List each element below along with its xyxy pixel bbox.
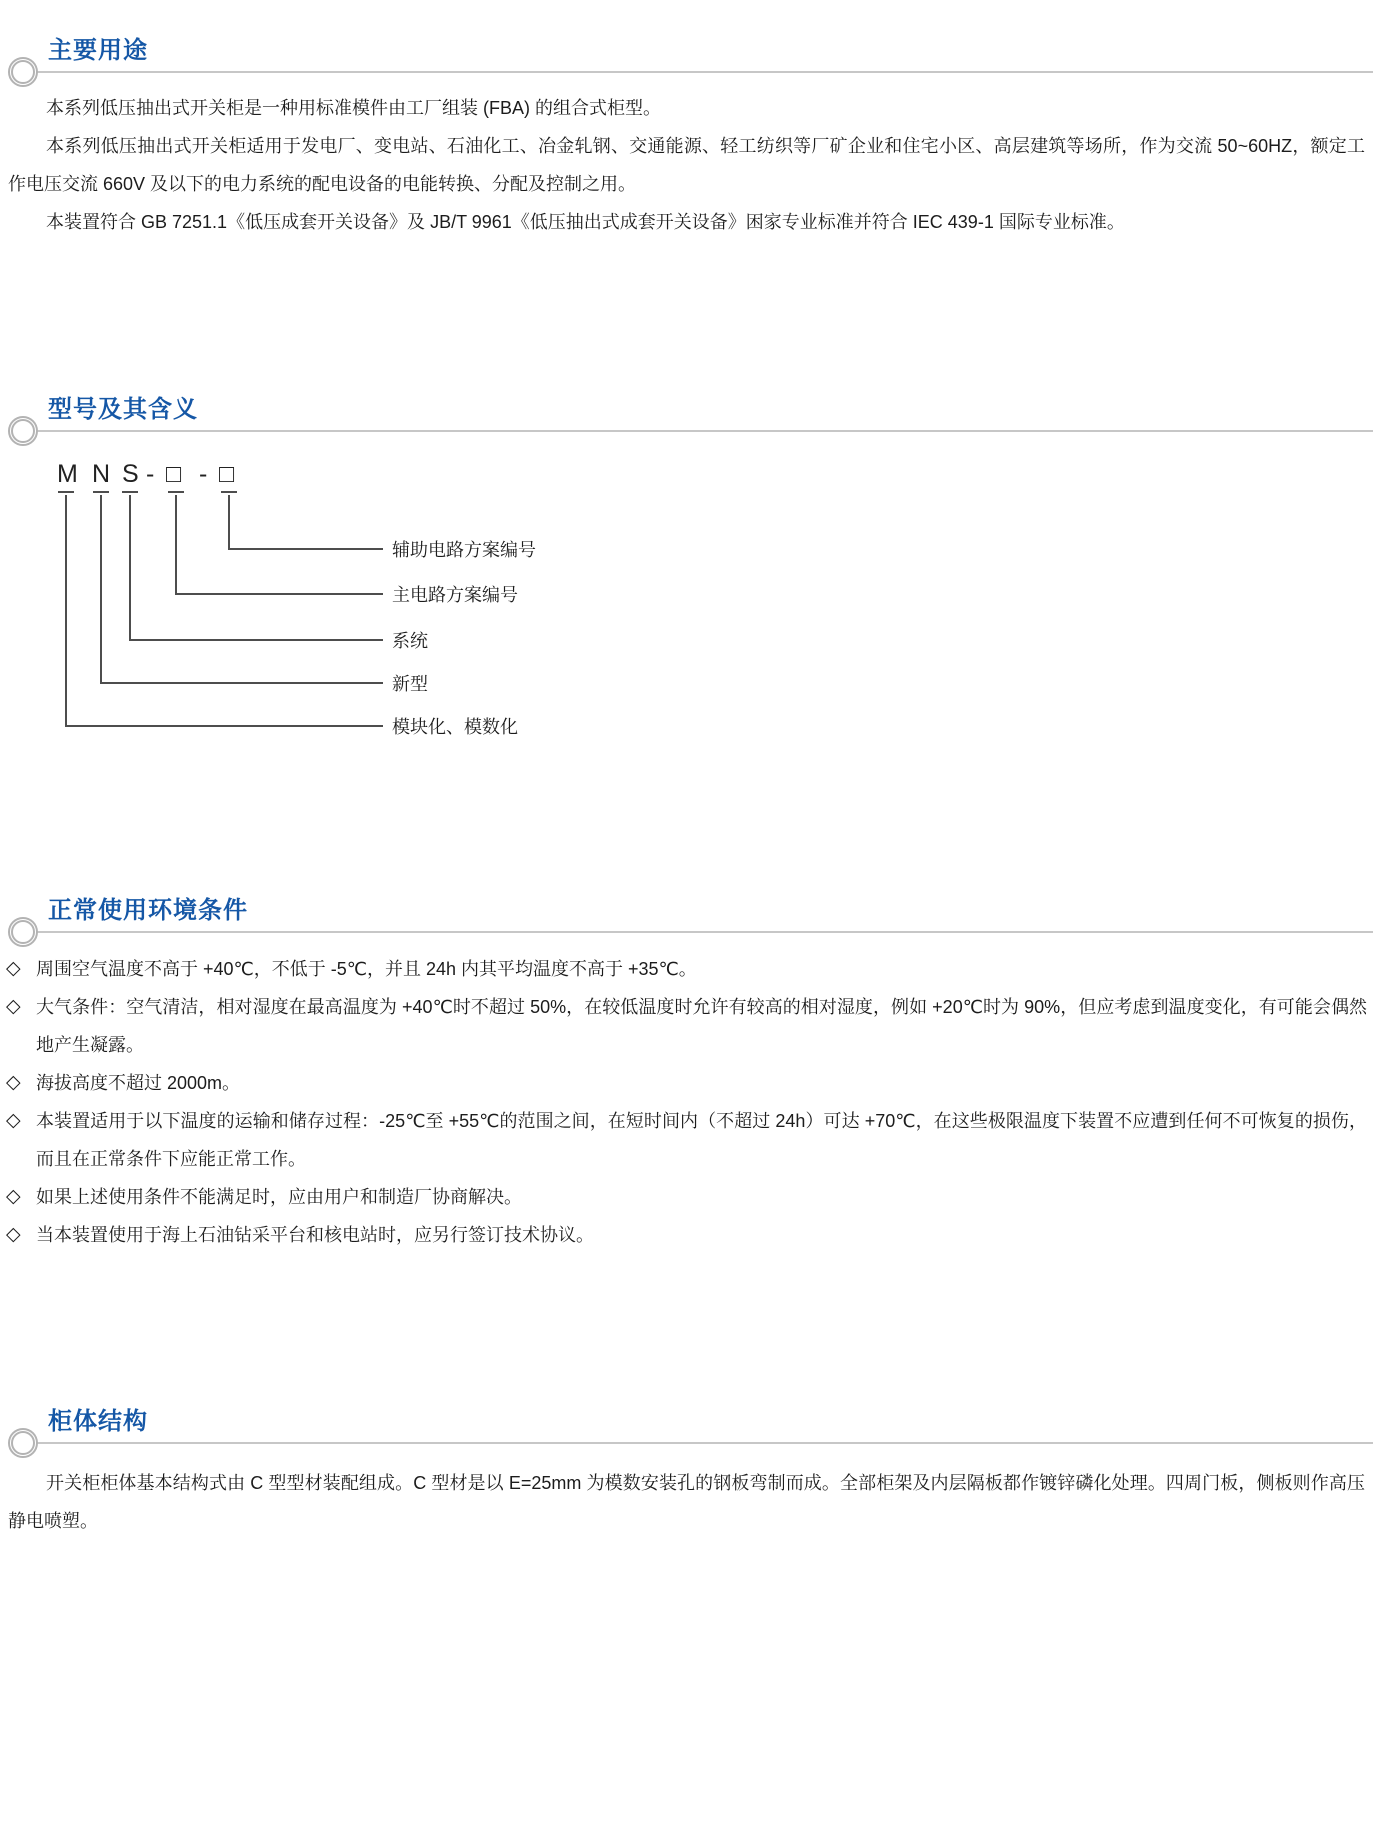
section-divider [36,71,1373,73]
structure-paragraphs [0,1464,1373,1540]
diamond-bullet-icon: ◇ [6,1186,21,1207]
section-title-model: 型号及其含义 [48,396,198,423]
condition-text: 本装置适用于以下温度的运输和储存过程：-25℃至 +55℃的范围之间，在短时间内（不超过 24h）可达 +70℃，在这些极限温度下装置不应遭到任何不可恢复的损伤，而且在正常条件下应能正常工作。 [36,1111,1367,1169]
section-title-environment: 正常使用环境条件 [48,897,248,924]
code-label-main-circuit: 主电路方案编号 [392,585,518,605]
section-divider [36,931,1373,933]
section-header-environment [0,890,1373,934]
section-marker-icon [8,1428,38,1458]
section-divider [36,430,1373,432]
structure-paragraph: 开关柜柜体基本结构式由 C 型型材装配组成。C 型材是以 E=25mm 为模数安装孔的钢板弯制而成。全部柜架及内层隔板都作镀锌磷化处理。四周门板，侧板则作高压静电喷塑。 [8,1473,1365,1531]
list-item [6,950,1367,988]
environment-condition-list [0,950,1373,1254]
model-code-diagram [0,461,1373,771]
code-underline-tick [93,491,109,493]
list-item [6,1102,1367,1178]
code-char: - [146,460,155,488]
section-marker-icon [8,917,38,947]
condition-text: 大气条件：空气清洁，相对湿度在最高温度为 +40℃时不超过 50%，在较低温度时允许有较高的相对湿度，例如 +20℃时为 90%，但应考虑到温度变化，有可能会偶然地产生凝露。 [36,997,1367,1055]
diamond-bullet-icon: ◇ [6,1110,21,1131]
usage-paragraphs [0,89,1373,241]
section-marker-icon [8,57,38,87]
code-char: M [57,460,78,488]
code-label-new-type: 新型 [392,674,428,694]
code-label-aux-circuit: 辅助电路方案编号 [392,540,536,560]
code-label-modular: 模块化、模数化 [392,717,518,737]
code-underline-tick [168,491,184,493]
section-marker-icon [8,416,38,446]
list-item [6,1216,1367,1254]
diamond-bullet-icon: ◇ [6,1072,21,1093]
usage-paragraph: 本系列低压抽出式开关柜适用于发电厂、变电站、石油化工、冶金轧钢、交通能源、轻工纺织等厂矿企业和住宅小区、高层建筑等场所，作为交流 50~60HZ，额定工作电压交流 660V 及以下的电力系统的配电设备的电能转换、分配及控制之用。 [8,136,1365,194]
section-header-model [0,389,1373,433]
code-label-system: 系统 [392,631,428,651]
usage-paragraph: 本系列低压抽出式开关柜是一种用标准模件由工厂组装 (FBA) 的组合式柜型。 [46,98,661,118]
condition-text: 海拔高度不超过 2000m。 [36,1073,241,1093]
diamond-bullet-icon: ◇ [6,996,21,1017]
code-char: N [92,460,111,488]
condition-text: 如果上述使用条件不能满足时，应由用户和制造厂协商解决。 [36,1187,522,1207]
code-underline-tick [122,491,138,493]
section-header-usage [0,30,1373,74]
code-char: - [199,460,208,488]
code-char: S [122,460,139,488]
code-underline-tick [58,491,74,493]
diamond-bullet-icon: ◇ [6,958,21,979]
code-placeholder-box: □ [166,460,182,488]
section-divider [36,1442,1373,1444]
section-title-usage: 主要用途 [48,37,148,64]
list-item [6,1064,1367,1102]
usage-paragraph: 本装置符合 GB 7251.1《低压成套开关设备》及 JB/T 9961《低压抽出式成套开关设备》困家专业标准并符合 IEC 439-1 国际专业标准。 [46,212,1125,232]
list-item [6,988,1367,1064]
section-header-structure [0,1401,1373,1445]
list-item [6,1178,1367,1216]
condition-text: 周围空气温度不高于 +40℃，不低于 -5℃，并且 24h 内其平均温度不高于 +35℃。 [36,959,697,979]
section-title-structure: 柜体结构 [48,1408,148,1435]
connector-line [65,495,383,727]
condition-text: 当本装置使用于海上石油钻采平台和核电站时，应另行签订技术协议。 [36,1225,594,1245]
code-placeholder-box: □ [219,460,235,488]
code-underline-tick [221,491,237,493]
diamond-bullet-icon: ◇ [6,1224,21,1245]
